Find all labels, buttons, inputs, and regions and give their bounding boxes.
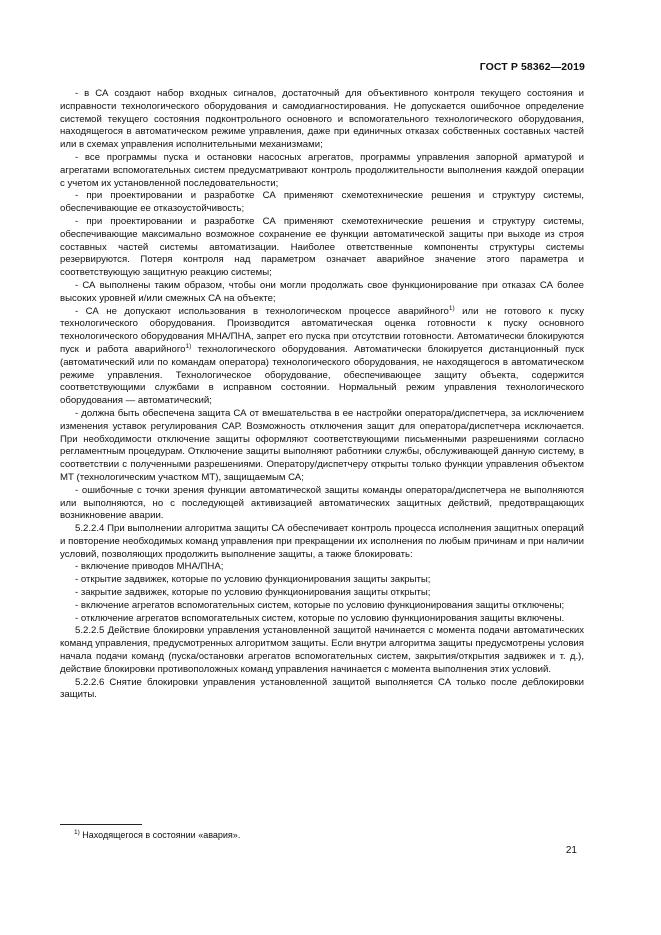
list-item: - открытие задвижек, которые по условию функционирования защиты закрыты; (75, 574, 431, 586)
paragraph: 5.2.2.6 Снятие блокировки управления установленной защитой выполняется СА только после деблокировки защиты. (60, 676, 584, 701)
paragraph: - ошибочные с точки зрения функции автоматической защиты команды оператора/диспетчера не выполняются или выполняются, но с последующей активизацией автоматических защитных действий, предотвращающих возникновение аварии. (60, 484, 584, 522)
paragraph: - при проектировании и разработке СА применяют схемотехнические решения и структуру системы, обеспечивающие максимально возможное сохранение ее функции автоматической защиты при выходе из строя составных частей системы автоматизации. Наиболее ответственные компоненты структуры системы резервируются. Потеря контроля над параметром означает аварийное значение этого параметра и соответствующую защитную реакцию системы; (60, 215, 584, 279)
footnote-reference: 1) (448, 304, 455, 312)
paragraph: 5.2.2.4 При выполнении алгоритма защиты СА обеспечивает контроль процесса исполнения защитных операций и повторение необходимых команд управления при прекращении их исполнения по любым причинам и при наличии условий, позволяющих продолжить выполнение защиты, а также блокировать: (60, 523, 584, 560)
paragraph: - СА выполнены таким образом, чтобы они могли продолжать свое функционирование при отказах СА более высоких уровней и/или смежных СА на объекте; (60, 279, 584, 304)
footnote-text: Находящегося в состоянии «авария». (79, 830, 241, 840)
footnote (74, 829, 240, 841)
paragraph: 5.2.2.5 Действие блокировки управления установленной защитой начинается с момента подачи автоматических команд управления, предусмотренных алгоритмом защиты. Если внутри алгоритма защиты предусмотрены условия начала подачи команд (пуска/остановки агрегатов вспомогательных систем, закрытия/открытия задвижек и т. д.), действие блокировки противоположных команд управления начинается с момента выполнения этих условий. (60, 625, 584, 675)
text-run: - СА не допускают использования в технологическом процессе аварийного (75, 305, 449, 317)
paragraph: - при проектировании и разработке СА применяют схемотехнические решения и структуру системы, обеспечивающие ее отказоустойчивость; (60, 190, 584, 215)
list-item: - включение агрегатов вспомогательных систем, которые по условию функционирования защиты отключены; (75, 599, 565, 611)
paragraph: - все программы пуска и остановки насосных агрегатов, программы управления запорной арматурой и агрегатами вспомогательных систем предусматривают контроль продолжительности выполнения каждой операции с учетом их установленной последовательности; (60, 151, 584, 189)
text-run: или не готового к пуску технологического оборудования. Производится автоматическая оценка готовности к пуску основного технологического оборудования МНА/ПНА, запрет его пуска при отсутствии готовности. Автоматически блокируются пуск и работа аварийного (60, 305, 584, 355)
list-item: - отключение агрегатов вспомогательных систем, которые по условию функционирования защиты включены. (75, 612, 565, 624)
paragraph-emergency (60, 306, 584, 408)
footnote-mark: 1) (74, 829, 80, 836)
list-item: - закрытие задвижек, которые по условию функционирования защиты открыты; (75, 587, 431, 599)
paragraph: - в СА создают набор входных сигналов, достаточный для объективного контроля текущего состояния и исправности технологического оборудования и самодиагностирования. Не допускается ошибочное определение системой текущего состояния подконтрольного основного и вспомогательного технологического оборудования, находящегося в автоматическом режиме управления, даже при единичных отказах собственных составных частей или в схемах управления исполнительными механизмами; (60, 88, 584, 151)
text-run: технологического оборудования. Автоматически блокируется дистанционный пуск (автоматический или по командам оператора) технологического оборудования, не находящегося в автоматическом режиме управления. Технологическое оборудование, обеспечивающее защиту объекта, содержится соответствующими службами в исправном состоянии. Нормальный режим управления технологического оборудования — автоматический; (60, 343, 584, 407)
list-item: - включение приводов МНА/ПНА; (75, 561, 224, 573)
footnote-reference: 1) (185, 342, 192, 350)
page-number: 21 (565, 845, 577, 856)
standard-header: ГОСТ Р 58362—2019 (479, 61, 585, 73)
body-text (60, 88, 584, 702)
footnote-divider (60, 824, 142, 825)
paragraph: - должна быть обеспечена защита СА от вмешательства в ее настройки оператора/диспетчера, за исключением изменения уставок регулирования САР. Возможность отключения защит для оператора/диспетчера исключается. При необходимости отключение защиты оформляют соответствующими письменными разрешениями согласно регламентным процедурам. Отключение защиты выполняют работники службы, обслуживающей данную систему, в соответствии с полученными разрешениями. Оператору/диспетчеру открыты только функции управления объектом МТ (технологическим участком МТ), защищаемым СА; (60, 407, 584, 483)
